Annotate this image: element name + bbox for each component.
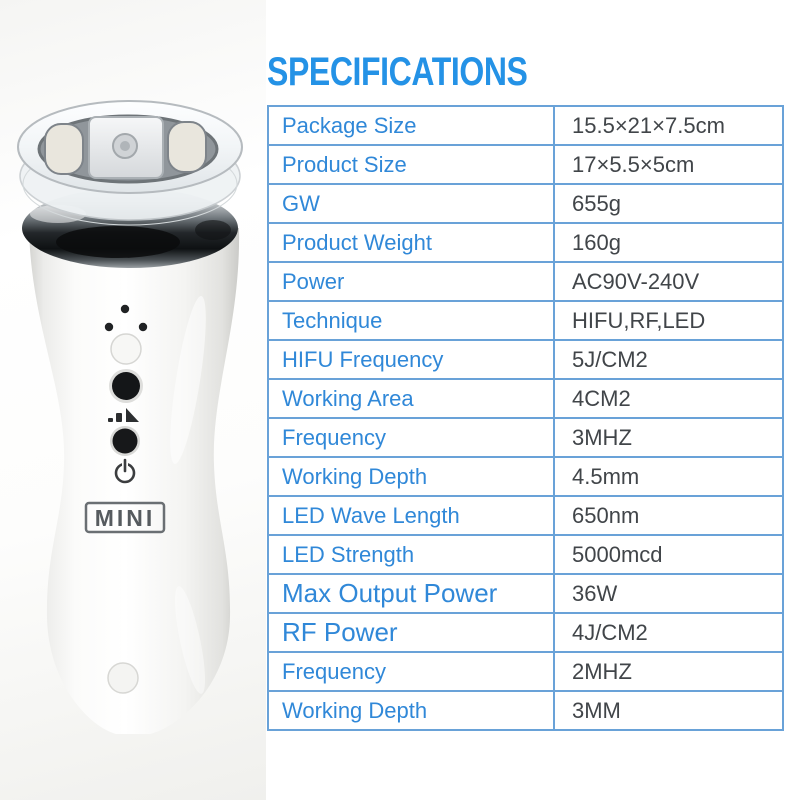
- table-row: [268, 691, 783, 730]
- spec-value: 2MHZ: [554, 652, 783, 691]
- spec-label: Working Depth: [268, 457, 554, 496]
- spec-value: 650nm: [554, 496, 783, 535]
- table-row: [268, 340, 783, 379]
- power-button: [110, 426, 140, 456]
- spec-label: Working Area: [268, 379, 554, 418]
- table-row: [268, 496, 783, 535]
- table-row: [268, 652, 783, 691]
- spec-value: 4J/CM2: [554, 613, 783, 652]
- treatment-head-icon: [39, 116, 217, 182]
- spec-label: Package Size: [268, 106, 554, 145]
- spec-table: [267, 105, 784, 731]
- spec-label: Working Depth: [268, 691, 554, 730]
- spec-label: Product Size: [268, 145, 554, 184]
- spec-label: Power: [268, 262, 554, 301]
- spec-value: 160g: [554, 223, 783, 262]
- spec-label: Product Weight: [268, 223, 554, 262]
- spec-value: 5000mcd: [554, 535, 783, 574]
- spec-label: GW: [268, 184, 554, 223]
- spec-label: LED Strength: [268, 535, 554, 574]
- table-row: [268, 613, 783, 652]
- table-row: [268, 535, 783, 574]
- table-row: [268, 457, 783, 496]
- device-body: [29, 228, 239, 734]
- page-title: SPECIFICATIONS: [267, 50, 528, 94]
- table-row: [268, 301, 783, 340]
- product-photo-panel: [0, 0, 266, 800]
- spec-value: 3MHZ: [554, 418, 783, 457]
- spec-label: RF Power: [268, 613, 554, 652]
- spec-value: 4CM2: [554, 379, 783, 418]
- spec-label: Technique: [268, 301, 554, 340]
- spec-label: Max Output Power: [268, 574, 554, 613]
- spec-value: 15.5×21×7.5cm: [554, 106, 783, 145]
- table-row: [268, 184, 783, 223]
- spec-label: LED Wave Length: [268, 496, 554, 535]
- spec-value: 36W: [554, 574, 783, 613]
- spec-value: 4.5mm: [554, 457, 783, 496]
- spec-value: AC90V-240V: [554, 262, 783, 301]
- sensor-circle: [111, 334, 141, 364]
- spec-label: Frequency: [268, 652, 554, 691]
- table-row: [268, 106, 783, 145]
- table-row: [268, 223, 783, 262]
- table-row: [268, 418, 783, 457]
- spec-value: 5J/CM2: [554, 340, 783, 379]
- bottom-circle-detail: [108, 663, 138, 693]
- table-row: [268, 262, 783, 301]
- mini-logo-text: MINI: [94, 505, 156, 531]
- spec-panel: [267, 0, 800, 800]
- spec-label: HIFU Frequency: [268, 340, 554, 379]
- intensity-button: [109, 369, 143, 403]
- table-row: [268, 574, 783, 613]
- table-row: [268, 379, 783, 418]
- spec-value: 655g: [554, 184, 783, 223]
- spec-label: Frequency: [268, 418, 554, 457]
- spec-value: HIFU,RF,LED: [554, 301, 783, 340]
- table-row: [268, 145, 783, 184]
- spec-value: 3MM: [554, 691, 783, 730]
- mini-logo: [86, 503, 164, 532]
- spec-value: 17×5.5×5cm: [554, 145, 783, 184]
- hifu-device-image: [0, 80, 266, 750]
